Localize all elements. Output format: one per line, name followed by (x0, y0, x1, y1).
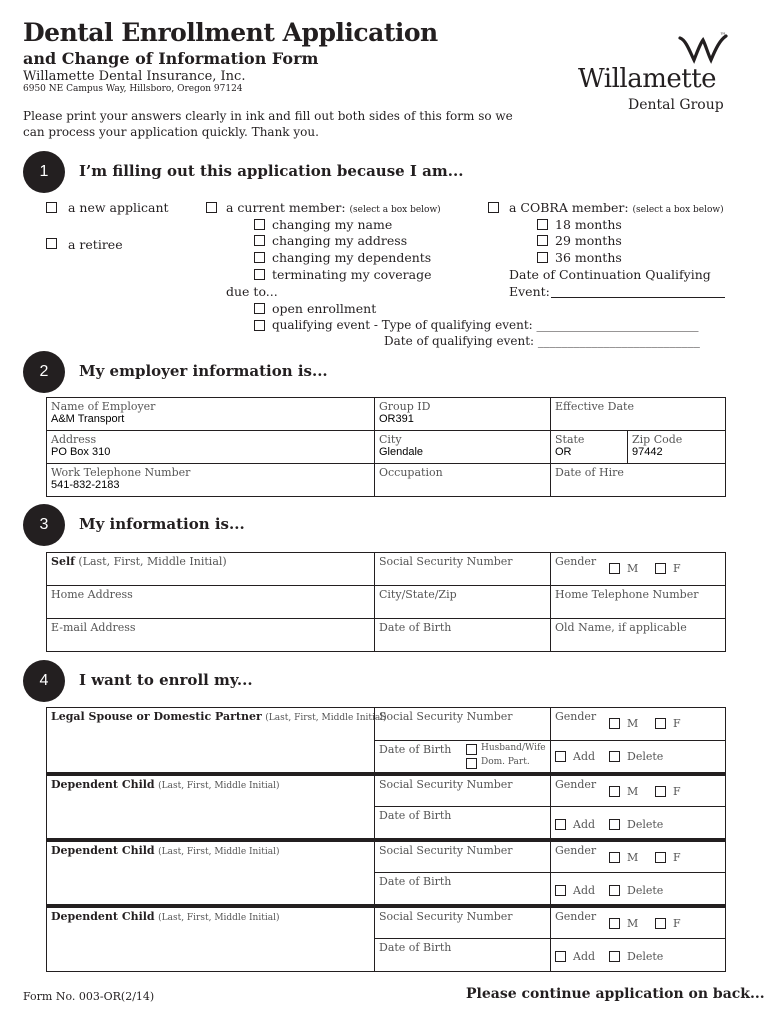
current-member-label: a current member: (select a box below) (226, 200, 441, 215)
child-1-dob-cell[interactable]: Date of Birth (375, 807, 551, 840)
child-1-add-delete-cell: Add Delete (551, 807, 726, 840)
spouse-add-delete-cell: Add Delete (551, 741, 726, 774)
continuation-event-field[interactable] (551, 297, 725, 298)
employer-city-cell[interactable]: City Glendale (375, 431, 551, 464)
employer-zip-value: 97442 (632, 446, 663, 458)
employer-state-value: OR (555, 446, 572, 458)
group-id-cell[interactable]: Group ID OR391 (375, 398, 551, 431)
cobra-29-months-label: 29 months (555, 233, 622, 248)
child-1-gender-f-checkbox[interactable] (655, 786, 666, 797)
spouse-gender-m-checkbox[interactable] (609, 718, 620, 729)
new-applicant-label: a new applicant (68, 200, 169, 215)
changing-name-label: changing my name (272, 217, 393, 232)
employer-state-cell[interactable]: State OR (551, 431, 628, 464)
employer-name-cell[interactable]: Name of Employer A&M Transport (47, 398, 375, 431)
logo-trademark: ™ (720, 32, 726, 39)
child-2-ssn-cell[interactable]: Social Security Number (375, 840, 551, 873)
employer-zip-cell[interactable]: Zip Code 97442 (628, 431, 726, 464)
instructions: Please print your answers clearly in ink and fill out both sides of this form so we can process your application quickly. Thank you. (23, 109, 513, 139)
child-3-dob-cell[interactable]: Date of Birth (375, 939, 551, 972)
cobra-36-months-checkbox[interactable] (537, 252, 548, 263)
self-gender-f-checkbox[interactable] (655, 563, 666, 574)
continuation-label: Date of Continuation Qualifying (509, 267, 711, 282)
city-state-zip-cell[interactable]: City/State/Zip (375, 586, 551, 619)
self-dob-cell[interactable]: Date of Birth (375, 619, 551, 652)
home-phone-cell[interactable]: Home Telephone Number (551, 586, 726, 619)
spouse-dob-cell[interactable]: Date of Birth Husband/Wife Dom. Part. (375, 741, 551, 774)
work-phone-value: 541-832-2183 (51, 479, 120, 491)
section-3-heading: My information is... (79, 515, 245, 533)
cobra-18-months-checkbox[interactable] (537, 219, 548, 230)
self-gender-cell: Gender M F (551, 553, 726, 586)
logo-name: Willamette (578, 64, 717, 94)
child-2-gender-cell: Gender M F (551, 840, 726, 873)
changing-address-checkbox[interactable] (254, 235, 265, 246)
section-2-heading: My employer information is... (79, 362, 328, 380)
enroll-table (46, 707, 726, 972)
due-to-label: due to... (226, 284, 278, 299)
child-2-gender-f-checkbox[interactable] (655, 852, 666, 863)
new-applicant-checkbox[interactable] (46, 202, 57, 213)
child-2-add-checkbox[interactable] (555, 885, 566, 896)
child-1-ssn-cell[interactable]: Social Security Number (375, 774, 551, 807)
spouse-delete-checkbox[interactable] (609, 751, 620, 762)
occupation-cell[interactable]: Occupation (375, 464, 551, 497)
employer-address-cell[interactable]: Address PO Box 310 (47, 431, 375, 464)
changing-dependents-checkbox[interactable] (254, 252, 265, 263)
employer-city-value: Glendale (379, 446, 424, 458)
retiree-checkbox[interactable] (46, 238, 57, 249)
spouse-ssn-cell[interactable]: Social Security Number (375, 708, 551, 741)
husband-wife-label: Husband/Wife (481, 743, 546, 753)
section-4-badge: 4 (23, 660, 65, 702)
child-1-gender-cell: Gender M F (551, 774, 726, 807)
changing-address-label: changing my address (272, 233, 408, 248)
date-of-hire-cell[interactable]: Date of Hire (551, 464, 726, 497)
terminating-coverage-checkbox[interactable] (254, 269, 265, 280)
form-title: Dental Enrollment Application (23, 18, 438, 47)
self-ssn-cell[interactable]: Social Security Number (375, 553, 551, 586)
self-gender-m-checkbox[interactable] (609, 563, 620, 574)
employer-name-value: A&M Transport (51, 413, 125, 425)
child-3-gender-m-checkbox[interactable] (609, 918, 620, 929)
qualifying-event-type-field[interactable]: qualifying event - Type of qualifying event: ___________________________ (272, 318, 699, 332)
my-information-table (46, 552, 726, 652)
employer-table (46, 397, 726, 497)
changing-dependents-label: changing my dependents (272, 250, 432, 265)
child-3-delete-checkbox[interactable] (609, 951, 620, 962)
child-3-add-checkbox[interactable] (555, 951, 566, 962)
child-1-add-checkbox[interactable] (555, 819, 566, 830)
company-address: 6950 NE Campus Way, Hillsboro, Oregon 97124 (23, 84, 243, 94)
child-3-gender-cell: Gender M F (551, 906, 726, 939)
terminating-coverage-label: terminating my coverage (272, 267, 432, 282)
spouse-gender-f-checkbox[interactable] (655, 718, 666, 729)
continue-on-back: Please continue application on back... (466, 986, 765, 1002)
effective-date-cell[interactable]: Effective Date (551, 398, 726, 431)
child-1-delete-checkbox[interactable] (609, 819, 620, 830)
self-name-cell[interactable]: Self (Last, First, Middle Initial) (47, 553, 375, 586)
child-2-name-cell[interactable]: Dependent Child (Last, First, Middle Initial) (47, 840, 375, 906)
cobra-member-label: a COBRA member: (select a box below) (509, 200, 724, 215)
husband-wife-checkbox[interactable] (466, 744, 477, 755)
spouse-name-cell[interactable]: Legal Spouse or Domestic Partner (Last, First, Middle Initial) (47, 708, 375, 774)
logo-subtitle: Dental Group (628, 97, 724, 113)
section-4-heading: I want to enroll my... (79, 671, 253, 689)
current-member-checkbox[interactable] (206, 202, 217, 213)
section-1-heading: I’m filling out this application because I am... (79, 162, 464, 180)
section-2-badge: 2 (23, 351, 65, 393)
child-2-gender-m-checkbox[interactable] (609, 852, 620, 863)
child-3-add-delete-cell: Add Delete (551, 939, 726, 972)
child-2-delete-checkbox[interactable] (609, 885, 620, 896)
old-name-cell[interactable]: Old Name, if applicable (551, 619, 726, 652)
spouse-add-checkbox[interactable] (555, 751, 566, 762)
retiree-label: a retiree (68, 237, 123, 252)
email-cell[interactable]: E-mail Address (47, 619, 375, 652)
qualifying-event-checkbox[interactable] (254, 320, 265, 331)
cobra-29-months-checkbox[interactable] (537, 235, 548, 246)
group-id-value: OR391 (379, 413, 414, 425)
employer-address-value: PO Box 310 (51, 446, 111, 458)
form-number: Form No. 003-OR(2/14) (23, 990, 155, 1003)
child-2-add-delete-cell: Add Delete (551, 873, 726, 906)
continuation-event-label: Event: (509, 284, 550, 299)
dom-part-label: Dom. Part. (481, 757, 530, 767)
cobra-18-months-label: 18 months (555, 217, 622, 232)
cobra-member-checkbox[interactable] (488, 202, 499, 213)
changing-name-checkbox[interactable] (254, 219, 265, 230)
home-address-cell[interactable]: Home Address (47, 586, 375, 619)
cobra-36-months-label: 36 months (555, 250, 622, 265)
qualifying-event-date-field[interactable]: Date of qualifying event: ___________________________ (384, 334, 700, 348)
open-enrollment-checkbox[interactable] (254, 303, 265, 314)
form-subtitle: and Change of Information Form (23, 49, 319, 68)
child-1-name-cell[interactable]: Dependent Child (Last, First, Middle Initial) (47, 774, 375, 840)
open-enrollment-label: open enrollment (272, 301, 377, 316)
dom-part-checkbox[interactable] (466, 758, 477, 769)
child-1-gender-m-checkbox[interactable] (609, 786, 620, 797)
work-phone-cell[interactable]: Work Telephone Number 541-832-2183 (47, 464, 375, 497)
child-2-dob-cell[interactable]: Date of Birth (375, 873, 551, 906)
company-name: Willamette Dental Insurance, Inc. (23, 69, 246, 84)
child-3-gender-f-checkbox[interactable] (655, 918, 666, 929)
child-3-name-cell[interactable]: Dependent Child (Last, First, Middle Initial) (47, 906, 375, 972)
child-3-ssn-cell[interactable]: Social Security Number (375, 906, 551, 939)
section-1-badge: 1 (23, 151, 65, 193)
spouse-gender-cell: Gender M F (551, 708, 726, 741)
section-3-badge: 3 (23, 504, 65, 546)
